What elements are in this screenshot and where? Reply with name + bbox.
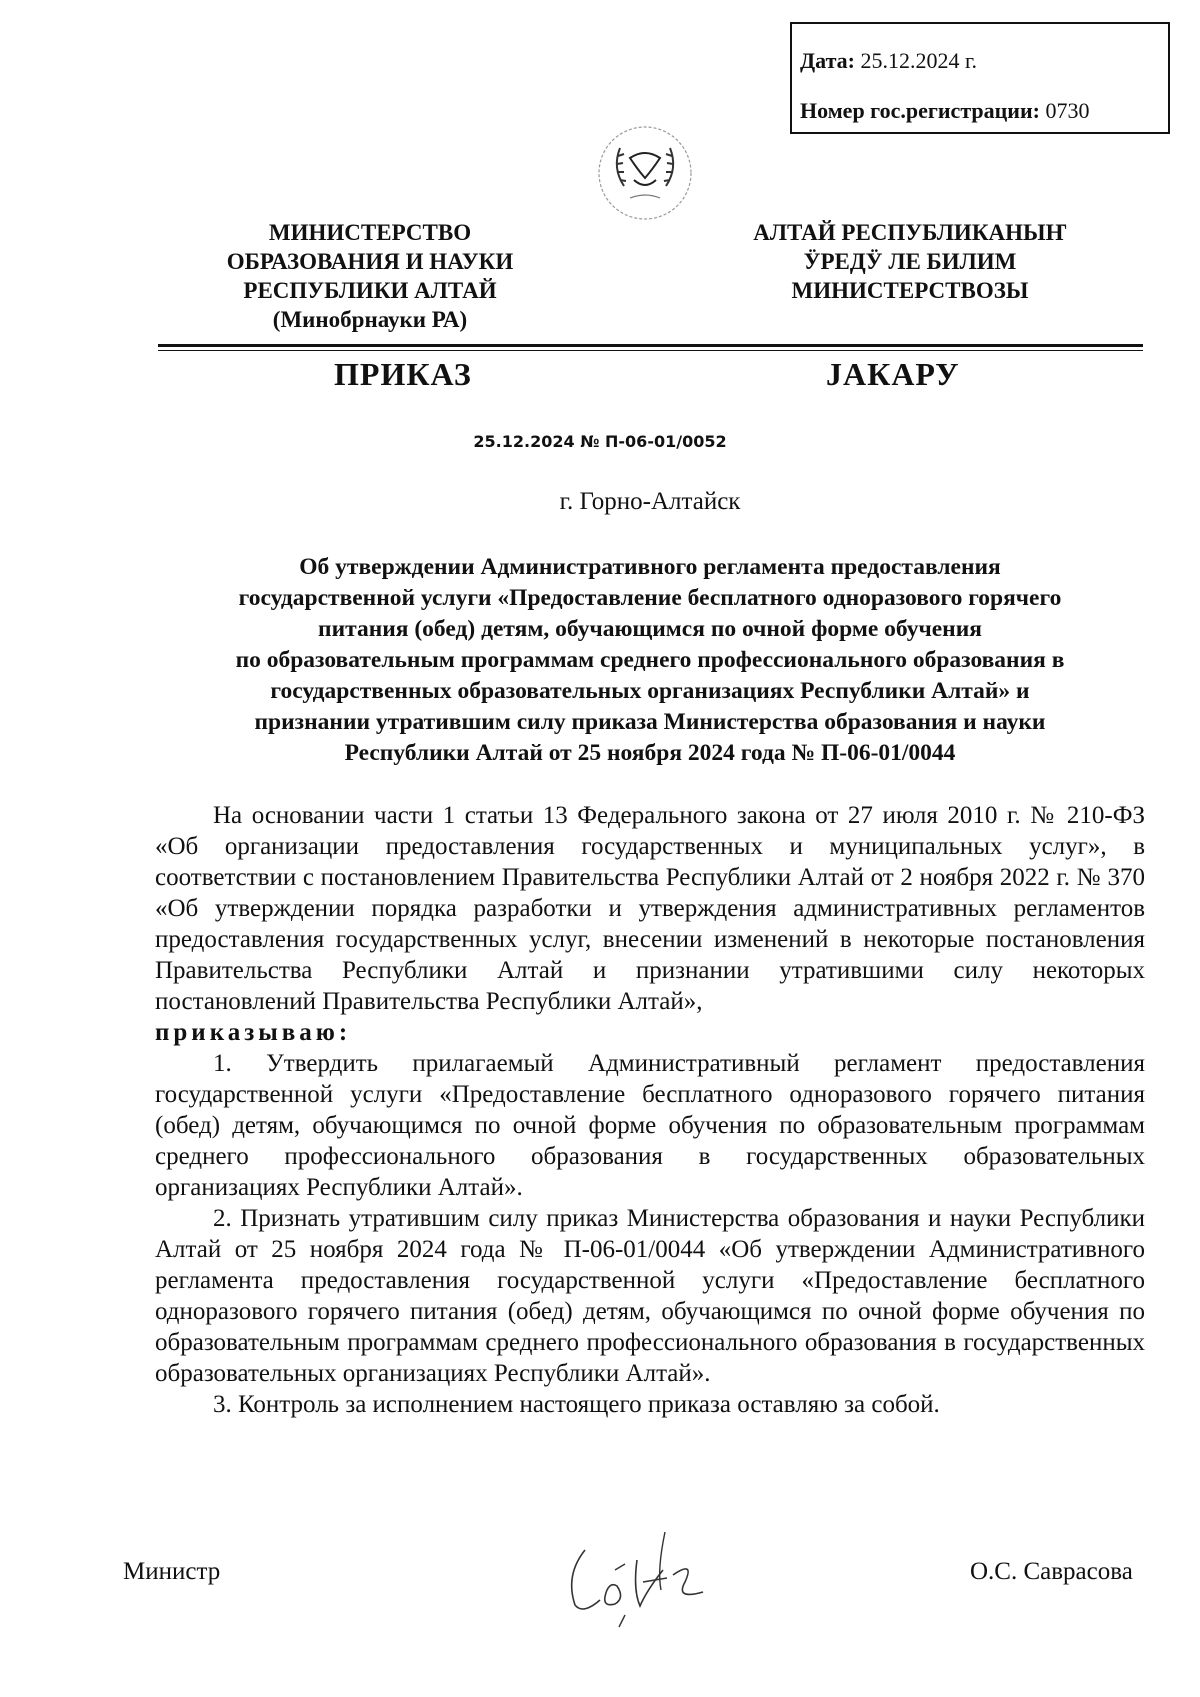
registration-number-value: 0730 xyxy=(1045,98,1090,123)
order-number: 25.12.2024 № П-06-01/0052 xyxy=(473,432,727,451)
registration-date-value: 25.12.2024 г. xyxy=(860,48,978,73)
ministry-name-russian xyxy=(200,218,540,334)
signatory-role: Министр xyxy=(123,1558,221,1585)
document-title xyxy=(155,552,1145,769)
title-line: Республики Алтай от 25 ноября 2024 года № П-06-01/0044 xyxy=(344,740,956,766)
registration-date-label: Дата: xyxy=(800,48,855,73)
preamble-paragraph: На основании части 1 статьи 13 Федерального закона от 27 июля 2010 г. № 210-ФЗ «Об организации предоставления государственных и муниципальных услуг», в соответствии с постановлением Правительства Республики Алтай от 2 ноября 2022 г. № 370 «Об утверждении порядка разработки и утверждения административных регламентов предоставления государственных услуг, внесении изменений в некоторые постановления Правительства Республики Алтай и признании утратившими силу некоторых постановлений Правительства Республики Алтай», xyxy=(155,802,1145,1015)
header-rule-thick xyxy=(158,344,1143,347)
registration-number-label: Номер гос.регистрации: xyxy=(800,98,1040,123)
order-item: 3. Контроль за исполнением настоящего приказа оставляю за собой. xyxy=(213,1391,940,1418)
title-line: государственных образовательных организациях Республики Алтай» и xyxy=(270,678,1030,704)
header-rule-thin xyxy=(158,350,1143,351)
title-line: признании утратившим силу приказа Министерства образования и науки xyxy=(254,709,1046,735)
registration-date xyxy=(800,48,977,74)
title-line: по образовательным программам среднего профессионального образования в xyxy=(235,647,1065,673)
registration-number xyxy=(800,98,1089,124)
ministry-alt-line: ӰРЕДӰ ЛЕ БИЛИМ xyxy=(803,249,1017,274)
ministry-ru-line: (Минобрнауки РА) xyxy=(272,307,468,332)
registration-stamp xyxy=(790,22,1170,134)
order-heading-russian: ПРИКАЗ xyxy=(334,356,472,392)
command-paragraph xyxy=(155,1017,1145,1048)
title-line: питания (обед) детям, обучающимся по очной форме обучения xyxy=(318,616,982,642)
ministry-alt-line: МИНИСТЕРСТВОЗЫ xyxy=(791,278,1029,303)
order-city: г. Горно-Алтайск xyxy=(559,488,741,515)
order-item: 2. Признать утратившим силу приказ Министерства образования и науки Республики Алтай от 25 ноября 2024 года № П-06-01/0044 «Об утверждении Административного регламента предоставления государственной услуги «Предоставление бесплатного одноразового горячего питания (обед) детям, обучающимся по очной форме обучения по образовательным программам среднего профессионального образования в государственных образовательных организациях Республики Алтай». xyxy=(155,1205,1145,1387)
title-line: Об утверждении Административного регламента предоставления xyxy=(299,554,1001,580)
ministry-name-altai xyxy=(740,218,1080,305)
ministry-ru-line: ОБРАЗОВАНИЯ И НАУКИ xyxy=(226,249,514,274)
coat-of-arms-icon xyxy=(590,118,700,228)
handwritten-signature-icon xyxy=(545,1520,745,1630)
command-word: приказываю: xyxy=(155,1019,352,1046)
order-item: 1. Утвердить прилагаемый Административный регламент предоставления государственной услуги «Предоставление бесплатного одноразового горячего питания (обед) детям, обучающимся по очной форме обучения по образовательным программам среднего профессионального образования в государственных образовательных организациях Республики Алтай». xyxy=(155,1050,1145,1201)
ministry-ru-line: МИНИСТЕРСТВО xyxy=(268,220,472,245)
document-body xyxy=(155,800,1145,1420)
ministry-alt-line: АЛТАЙ РЕСПУБЛИКАНЫҤ xyxy=(753,220,1067,245)
title-line: государственной услуги «Предоставление бесплатного одноразового горячего xyxy=(238,585,1062,611)
signatory-name: О.С. Саврасова xyxy=(970,1558,1133,1585)
order-heading-altai: ЈАКАРУ xyxy=(826,356,960,392)
ministry-ru-line: РЕСПУБЛИКИ АЛТАЙ xyxy=(243,278,497,303)
